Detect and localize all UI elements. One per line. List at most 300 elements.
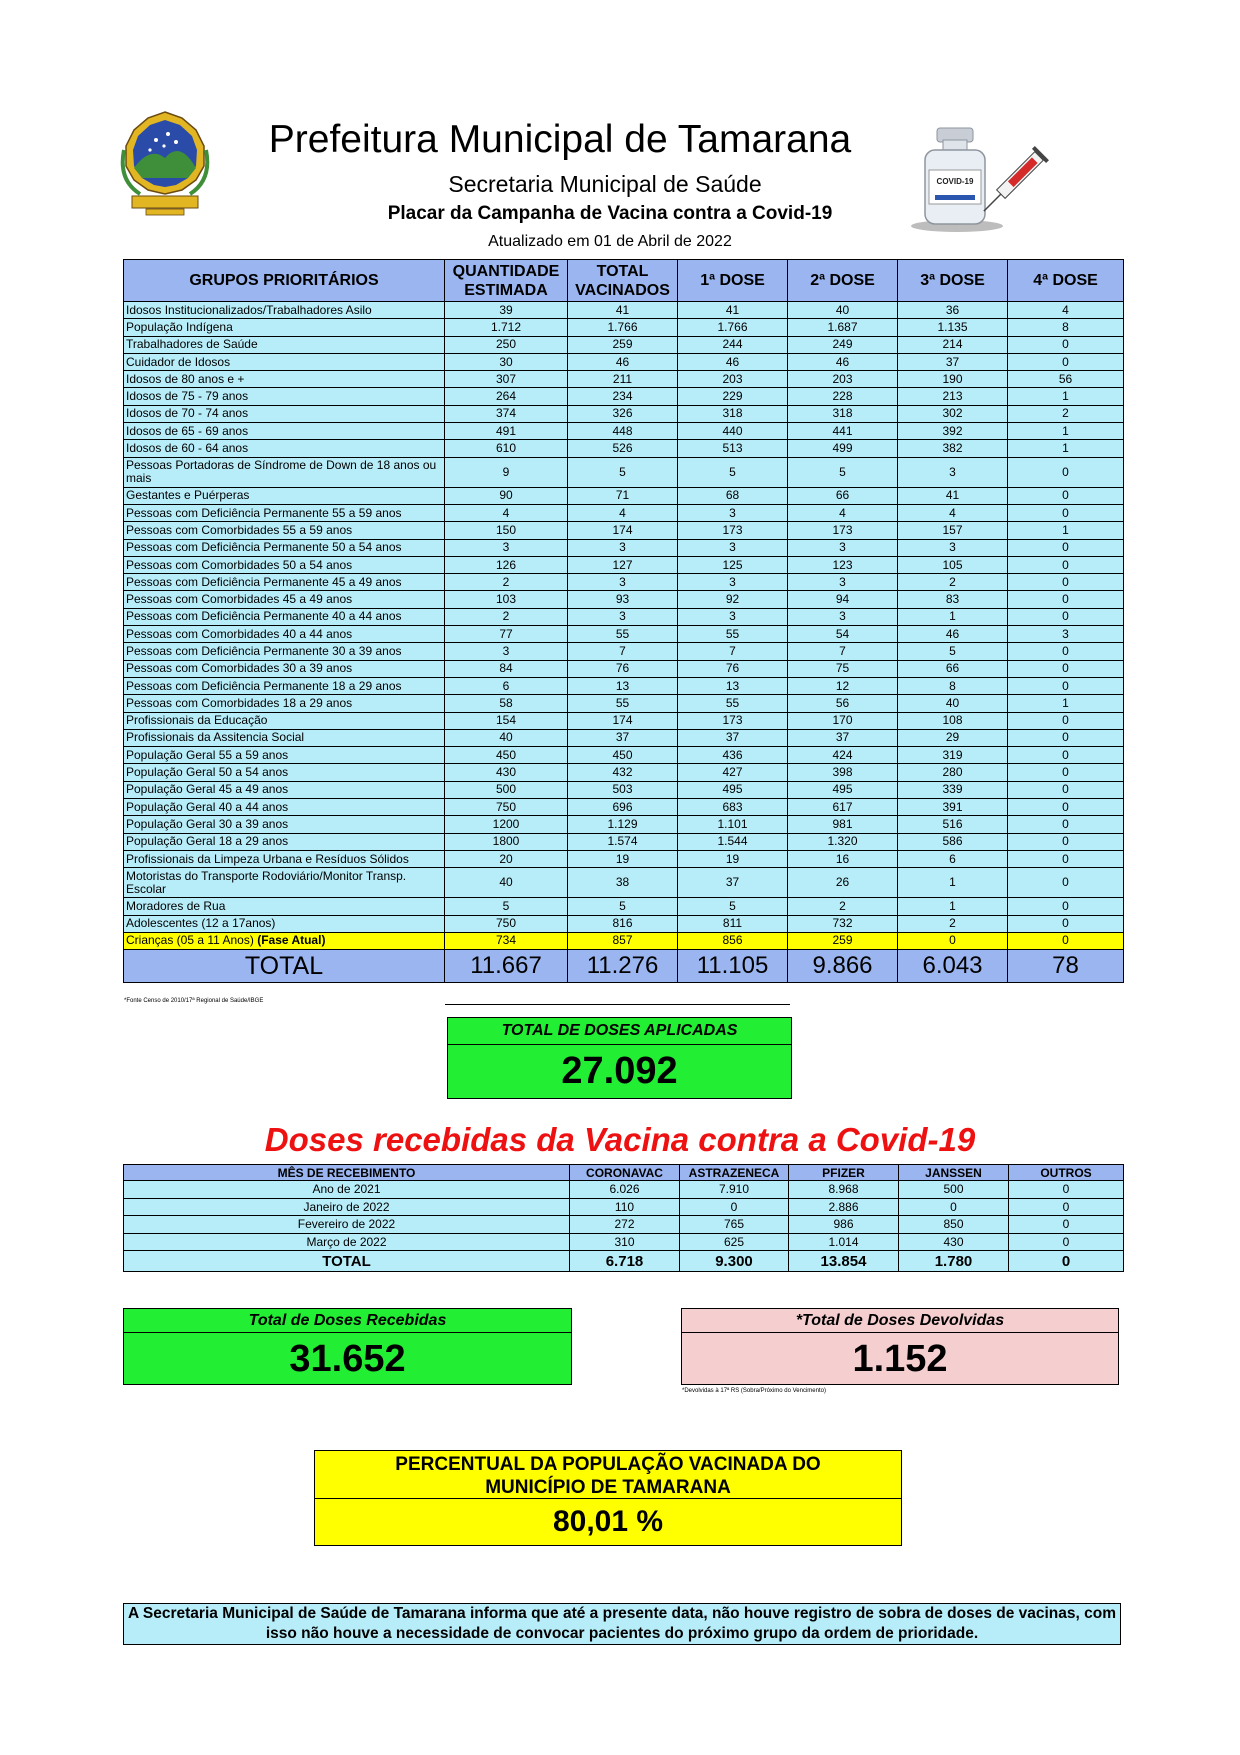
total-doses-returned-label: *Total de Doses Devolvidas xyxy=(682,1309,1118,1333)
value-cell: 7 xyxy=(678,643,788,660)
value-cell: 1.101 xyxy=(678,816,788,833)
month-cell: Ano de 2021 xyxy=(124,1181,570,1199)
column-header: OUTROS xyxy=(1009,1165,1124,1181)
total-value: 0 xyxy=(1009,1251,1124,1272)
table-row xyxy=(124,833,1124,850)
value-cell: 76 xyxy=(568,660,678,677)
value-cell: 1200 xyxy=(445,816,568,833)
value-cell: 228 xyxy=(788,388,898,405)
value-cell: 4 xyxy=(568,504,678,521)
percent-label-line1: PERCENTUAL DA POPULAÇÃO VACINADA DO xyxy=(395,1454,821,1475)
value-cell: 526 xyxy=(568,440,678,457)
value-cell: 436 xyxy=(678,747,788,764)
value-cell: 46 xyxy=(898,626,1008,643)
value-cell: 19 xyxy=(678,850,788,867)
group-name-cell: Pessoas com Deficiência Permanente 55 a 59 anos xyxy=(124,504,445,521)
value-cell: 1.129 xyxy=(568,816,678,833)
group-name-cell: Motoristas do Transporte Rodoviário/Monitor Transp. Escolar xyxy=(124,868,445,898)
value-cell: 374 xyxy=(445,405,568,422)
value-cell: 213 xyxy=(898,388,1008,405)
value-cell: 1 xyxy=(1008,423,1124,440)
table-row xyxy=(124,522,1124,539)
value-cell: 173 xyxy=(678,712,788,729)
value-cell: 0 xyxy=(899,1198,1009,1216)
value-cell: 6 xyxy=(445,677,568,694)
value-cell: 9 xyxy=(445,457,568,487)
value-cell: 108 xyxy=(898,712,1008,729)
value-cell: 981 xyxy=(788,816,898,833)
value-cell: 125 xyxy=(678,556,788,573)
percent-vaccinated-value: 80,01 % xyxy=(552,1505,664,1538)
value-cell: 0 xyxy=(1008,591,1124,608)
value-cell: 1 xyxy=(1008,440,1124,457)
group-name-cell: Moradores de Rua xyxy=(124,898,445,915)
group-name-cell: Pessoas com Comorbidades 40 a 44 anos xyxy=(124,626,445,643)
value-cell: 3 xyxy=(898,539,1008,556)
value-cell: 8 xyxy=(1008,319,1124,336)
table-row xyxy=(124,423,1124,440)
group-name-cell: Pessoas com Comorbidades 45 a 49 anos xyxy=(124,591,445,608)
value-cell: 190 xyxy=(898,371,1008,388)
value-cell: 3 xyxy=(445,539,568,556)
value-cell: 1.544 xyxy=(678,833,788,850)
value-cell: 75 xyxy=(788,660,898,677)
value-cell: 450 xyxy=(568,747,678,764)
group-name-cell: Idosos Institucionalizados/Trabalhadores Asilo xyxy=(124,302,445,319)
value-cell: 2 xyxy=(898,915,1008,932)
value-cell: 173 xyxy=(788,522,898,539)
value-cell: 1.766 xyxy=(568,319,678,336)
value-cell: 0 xyxy=(1008,643,1124,660)
value-cell: 816 xyxy=(568,915,678,932)
table-row xyxy=(124,1198,1124,1216)
table-row xyxy=(124,353,1124,370)
column-header: MÊS DE RECEBIMENTO xyxy=(124,1165,570,1181)
value-cell: 495 xyxy=(788,781,898,798)
group-name-cell: Pessoas com Deficiência Permanente 18 a 29 anos xyxy=(124,677,445,694)
value-cell: 29 xyxy=(898,729,1008,746)
value-cell: 318 xyxy=(678,405,788,422)
current-phase-row xyxy=(124,932,1124,949)
svg-text:COVID-19: COVID-19 xyxy=(936,177,974,186)
value-cell: 0 xyxy=(1008,457,1124,487)
value-cell: 123 xyxy=(788,556,898,573)
value-cell: 0 xyxy=(1008,539,1124,556)
value-cell: 318 xyxy=(788,405,898,422)
value-cell: 259 xyxy=(568,336,678,353)
month-cell: Março de 2022 xyxy=(124,1233,570,1251)
notice-text: A Secretaria Municipal de Saúde de Tamarana informa que até a presente data, não houve registro de sobra de doses de vacinas, com isso não houve a necessidade de convocar pacientes do próximo grupo da ordem de prioridade. xyxy=(123,1603,1121,1645)
priority-groups-table xyxy=(123,259,1124,983)
table-row xyxy=(124,915,1124,932)
value-cell: 20 xyxy=(445,850,568,867)
table-row xyxy=(124,539,1124,556)
value-cell: 491 xyxy=(445,423,568,440)
total-value: 11.276 xyxy=(568,950,678,983)
percent-label-line2: MUNICÍPIO DE TAMARANA xyxy=(485,1477,731,1498)
value-cell: 154 xyxy=(445,712,568,729)
value-cell: 1800 xyxy=(445,833,568,850)
value-cell: 398 xyxy=(788,764,898,781)
table-row xyxy=(124,319,1124,336)
column-header: ASTRAZENECA xyxy=(680,1165,789,1181)
value-cell: 203 xyxy=(678,371,788,388)
value-cell: 1 xyxy=(898,608,1008,625)
total-doses-applied-value: 27.092 xyxy=(561,1050,678,1092)
value-cell: 326 xyxy=(568,405,678,422)
column-header: 3ª DOSE xyxy=(898,260,1008,302)
group-name-cell: População Geral 30 a 39 anos xyxy=(124,816,445,833)
value-cell: 46 xyxy=(568,353,678,370)
value-cell: 0 xyxy=(1008,932,1124,949)
value-cell: 4 xyxy=(788,504,898,521)
group-name-cell: Pessoas Portadoras de Síndrome de Down de 18 anos ou mais xyxy=(124,457,445,487)
value-cell: 211 xyxy=(568,371,678,388)
value-cell: 0 xyxy=(898,932,1008,949)
group-name-cell: Pessoas com Comorbidades 55 a 59 anos xyxy=(124,522,445,539)
value-cell: 302 xyxy=(898,405,1008,422)
value-cell: 203 xyxy=(788,371,898,388)
municipal-coat-of-arms-icon xyxy=(120,110,210,218)
value-cell: 0 xyxy=(1009,1216,1124,1234)
value-cell: 0 xyxy=(1009,1198,1124,1216)
value-cell: 750 xyxy=(445,915,568,932)
table-row xyxy=(124,591,1124,608)
table-row xyxy=(124,504,1124,521)
value-cell: 503 xyxy=(568,781,678,798)
total-label: TOTAL xyxy=(124,1251,570,1272)
value-cell: 0 xyxy=(1009,1181,1124,1199)
value-cell: 13 xyxy=(568,677,678,694)
group-name-cell: Idosos de 75 - 79 anos xyxy=(124,388,445,405)
table-total-row xyxy=(124,950,1124,983)
value-cell: 38 xyxy=(568,868,678,898)
value-cell: 3 xyxy=(898,457,1008,487)
value-cell: 441 xyxy=(788,423,898,440)
table-row xyxy=(124,729,1124,746)
value-cell: 66 xyxy=(898,660,1008,677)
group-name-cell: Profissionais da Limpeza Urbana e Resíduos Sólidos xyxy=(124,850,445,867)
group-name-cell: População Geral 50 a 54 anos xyxy=(124,764,445,781)
value-cell: 0 xyxy=(1008,850,1124,867)
value-cell: 40 xyxy=(445,729,568,746)
value-cell: 157 xyxy=(898,522,1008,539)
table-row xyxy=(124,660,1124,677)
group-name-cell: Idosos de 60 - 64 anos xyxy=(124,440,445,457)
column-header: 2ª DOSE xyxy=(788,260,898,302)
total-doses-returned-box xyxy=(681,1308,1119,1385)
value-cell: 0 xyxy=(1008,504,1124,521)
column-header: 4ª DOSE xyxy=(1008,260,1124,302)
value-cell: 732 xyxy=(788,915,898,932)
value-cell: 66 xyxy=(788,487,898,504)
total-doses-returned-value: 1.152 xyxy=(852,1338,948,1380)
value-cell: 610 xyxy=(445,440,568,457)
value-cell: 37 xyxy=(788,729,898,746)
value-cell: 40 xyxy=(445,868,568,898)
value-cell: 7.910 xyxy=(680,1181,789,1199)
value-cell: 46 xyxy=(788,353,898,370)
value-cell: 36 xyxy=(898,302,1008,319)
page-title: Prefeitura Municipal de Tamarana xyxy=(268,118,852,161)
group-name-cell: Cuidador de Idosos xyxy=(124,353,445,370)
value-cell: 272 xyxy=(570,1216,680,1234)
value-cell: 110 xyxy=(570,1198,680,1216)
value-cell: 5 xyxy=(445,898,568,915)
value-cell: 30 xyxy=(445,353,568,370)
percent-vaccinated-label xyxy=(315,1451,901,1499)
value-cell: 6 xyxy=(898,850,1008,867)
month-cell: Fevereiro de 2022 xyxy=(124,1216,570,1234)
value-cell: 26 xyxy=(788,868,898,898)
group-name-cell: Pessoas com Deficiência Permanente 45 a 49 anos xyxy=(124,574,445,591)
value-cell: 1 xyxy=(1008,388,1124,405)
value-cell: 229 xyxy=(678,388,788,405)
value-cell: 1.135 xyxy=(898,319,1008,336)
value-cell: 0 xyxy=(1008,608,1124,625)
table-row xyxy=(124,302,1124,319)
value-cell: 430 xyxy=(899,1233,1009,1251)
value-cell: 13 xyxy=(678,677,788,694)
value-cell: 319 xyxy=(898,747,1008,764)
value-cell: 4 xyxy=(445,504,568,521)
value-cell: 430 xyxy=(445,764,568,781)
value-cell: 2 xyxy=(445,608,568,625)
value-cell: 500 xyxy=(899,1181,1009,1199)
group-name-cell: Idosos de 70 - 74 anos xyxy=(124,405,445,422)
group-name-cell: Pessoas com Deficiência Permanente 40 a 44 anos xyxy=(124,608,445,625)
group-name-cell: População Geral 55 a 59 anos xyxy=(124,747,445,764)
value-cell: 0 xyxy=(1008,747,1124,764)
total-value: 11.667 xyxy=(445,950,568,983)
value-cell: 3 xyxy=(788,539,898,556)
value-cell: 5 xyxy=(678,457,788,487)
table-row xyxy=(124,388,1124,405)
value-cell: 448 xyxy=(568,423,678,440)
source-note: *Fonte Censo de 2010/17ª Regional de Saúde/IBGE xyxy=(124,998,264,1004)
campaign-title: Placar da Campanha de Vacina contra a Covid-19 xyxy=(387,203,833,224)
value-cell: 5 xyxy=(568,457,678,487)
value-cell: 0 xyxy=(1008,816,1124,833)
value-cell: 2 xyxy=(445,574,568,591)
value-cell: 516 xyxy=(898,816,1008,833)
value-cell: 683 xyxy=(678,799,788,816)
table-row xyxy=(124,850,1124,867)
month-cell: Janeiro de 2022 xyxy=(124,1198,570,1216)
value-cell: 499 xyxy=(788,440,898,457)
table-row xyxy=(124,816,1124,833)
value-cell: 307 xyxy=(445,371,568,388)
value-cell: 3 xyxy=(1008,626,1124,643)
value-cell: 92 xyxy=(678,591,788,608)
value-cell: 750 xyxy=(445,799,568,816)
group-name-cell: Idosos de 65 - 69 anos xyxy=(124,423,445,440)
group-name-cell: Pessoas com Deficiência Permanente 30 a 39 anos xyxy=(124,643,445,660)
group-name-cell: Pessoas com Comorbidades 50 a 54 anos xyxy=(124,556,445,573)
total-value: 1.780 xyxy=(899,1251,1009,1272)
value-cell: 1 xyxy=(898,868,1008,898)
value-cell: 5 xyxy=(898,643,1008,660)
value-cell: 857 xyxy=(568,932,678,949)
percent-vaccinated-box xyxy=(314,1450,902,1546)
value-cell: 811 xyxy=(678,915,788,932)
value-cell: 5 xyxy=(568,898,678,915)
returned-note: *Devolvidas à 17ª RS (Sobra/Próximo do Vencimento) xyxy=(682,1388,826,1394)
updated-date: Atualizado em 01 de Abril de 2022 xyxy=(488,233,732,250)
table-header-row xyxy=(124,1165,1124,1181)
table-row xyxy=(124,747,1124,764)
table-row xyxy=(124,574,1124,591)
table-row xyxy=(124,764,1124,781)
group-name-cell: Trabalhadores de Saúde xyxy=(124,336,445,353)
value-cell: 214 xyxy=(898,336,1008,353)
value-cell: 77 xyxy=(445,626,568,643)
value-cell: 1.014 xyxy=(789,1233,899,1251)
value-cell: 0 xyxy=(1008,353,1124,370)
value-cell: 19 xyxy=(568,850,678,867)
value-cell: 127 xyxy=(568,556,678,573)
value-cell: 0 xyxy=(680,1198,789,1216)
column-header: GRUPOS PRIORITÁRIOS xyxy=(124,260,445,302)
doses-received-table xyxy=(123,1164,1124,1272)
table-row xyxy=(124,781,1124,798)
value-cell: 173 xyxy=(678,522,788,539)
table-row xyxy=(124,336,1124,353)
value-cell: 249 xyxy=(788,336,898,353)
value-cell: 850 xyxy=(899,1216,1009,1234)
value-cell: 37 xyxy=(678,868,788,898)
value-cell: 392 xyxy=(898,423,1008,440)
column-header: TOTAL VACINADOS xyxy=(568,260,678,302)
value-cell: 1.574 xyxy=(568,833,678,850)
value-cell: 391 xyxy=(898,799,1008,816)
value-cell: 495 xyxy=(678,781,788,798)
value-cell: 250 xyxy=(445,336,568,353)
value-cell: 244 xyxy=(678,336,788,353)
value-cell: 3 xyxy=(788,574,898,591)
value-cell: 103 xyxy=(445,591,568,608)
total-value: 6.718 xyxy=(570,1251,680,1272)
group-name-cell: Gestantes e Puérperas xyxy=(124,487,445,504)
value-cell: 94 xyxy=(788,591,898,608)
value-cell: 1.766 xyxy=(678,319,788,336)
value-cell: 2 xyxy=(1008,405,1124,422)
group-name: Crianças (05 a 11 Anos) xyxy=(126,933,254,948)
table-row xyxy=(124,695,1124,712)
value-cell: 39 xyxy=(445,302,568,319)
value-cell: 617 xyxy=(788,799,898,816)
value-cell: 2 xyxy=(788,898,898,915)
table-total-row xyxy=(124,1251,1124,1272)
value-cell: 440 xyxy=(678,423,788,440)
value-cell: 3 xyxy=(445,643,568,660)
value-cell: 339 xyxy=(898,781,1008,798)
value-cell: 3 xyxy=(678,574,788,591)
value-cell: 986 xyxy=(789,1216,899,1234)
value-cell: 0 xyxy=(1008,868,1124,898)
value-cell: 696 xyxy=(568,799,678,816)
table-row xyxy=(124,799,1124,816)
value-cell: 0 xyxy=(1008,677,1124,694)
value-cell: 0 xyxy=(1009,1233,1124,1251)
value-cell: 54 xyxy=(788,626,898,643)
value-cell: 1.712 xyxy=(445,319,568,336)
value-cell: 0 xyxy=(1008,660,1124,677)
value-cell: 37 xyxy=(898,353,1008,370)
value-cell: 7 xyxy=(788,643,898,660)
group-name-cell: População Geral 40 a 44 anos xyxy=(124,799,445,816)
vaccine-vial-syringe-icon xyxy=(905,120,1055,235)
column-header: PFIZER xyxy=(789,1165,899,1181)
table-row xyxy=(124,626,1124,643)
value-cell: 40 xyxy=(898,695,1008,712)
value-cell: 7 xyxy=(568,643,678,660)
value-cell: 0 xyxy=(1008,764,1124,781)
value-cell: 4 xyxy=(898,504,1008,521)
value-cell: 40 xyxy=(788,302,898,319)
value-cell: 174 xyxy=(568,522,678,539)
value-cell: 76 xyxy=(678,660,788,677)
value-cell: 0 xyxy=(1008,712,1124,729)
value-cell: 0 xyxy=(1008,898,1124,915)
value-cell: 259 xyxy=(788,932,898,949)
value-cell: 6.026 xyxy=(570,1181,680,1199)
value-cell: 432 xyxy=(568,764,678,781)
value-cell: 3 xyxy=(568,608,678,625)
value-cell: 68 xyxy=(678,487,788,504)
group-name-cell: Profissionais da Assitencia Social xyxy=(124,729,445,746)
value-cell: 513 xyxy=(678,440,788,457)
value-cell: 58 xyxy=(445,695,568,712)
value-cell: 3 xyxy=(678,504,788,521)
total-doses-applied-box xyxy=(447,1017,792,1099)
value-cell: 0 xyxy=(1008,729,1124,746)
table-row xyxy=(124,487,1124,504)
value-cell: 84 xyxy=(445,660,568,677)
table-row xyxy=(124,371,1124,388)
value-cell: 1.320 xyxy=(788,833,898,850)
value-cell: 16 xyxy=(788,850,898,867)
value-cell: 71 xyxy=(568,487,678,504)
table-row xyxy=(124,868,1124,898)
value-cell: 310 xyxy=(570,1233,680,1251)
divider xyxy=(445,1004,790,1005)
value-cell: 56 xyxy=(788,695,898,712)
total-value: 9.300 xyxy=(680,1251,789,1272)
value-cell: 424 xyxy=(788,747,898,764)
value-cell: 0 xyxy=(1008,336,1124,353)
table-row xyxy=(124,440,1124,457)
column-header: QUANTIDADE ESTIMADA xyxy=(445,260,568,302)
column-header: JANSSEN xyxy=(899,1165,1009,1181)
total-doses-received-value: 31.652 xyxy=(289,1338,406,1380)
total-doses-applied-label: TOTAL DE DOSES APLICADAS xyxy=(448,1018,791,1045)
value-cell: 625 xyxy=(680,1233,789,1251)
value-cell: 427 xyxy=(678,764,788,781)
group-name-cell: Adolescentes (12 a 17anos) xyxy=(124,915,445,932)
value-cell: 856 xyxy=(678,932,788,949)
value-cell: 105 xyxy=(898,556,1008,573)
value-cell: 0 xyxy=(1008,556,1124,573)
total-value: 6.043 xyxy=(898,950,1008,983)
value-cell: 234 xyxy=(568,388,678,405)
page-subtitle: Secretaria Municipal de Saúde xyxy=(448,171,762,197)
total-doses-received-box xyxy=(123,1308,572,1385)
value-cell: 5 xyxy=(678,898,788,915)
table-row xyxy=(124,556,1124,573)
value-cell: 55 xyxy=(568,695,678,712)
group-name-cell: Profissionais da Educação xyxy=(124,712,445,729)
